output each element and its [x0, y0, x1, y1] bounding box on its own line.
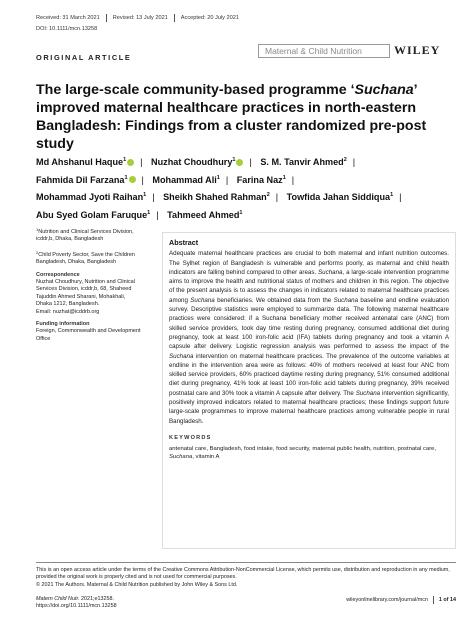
journal-link[interactable]: wileyonlinelibrary.com/journal/mcn — [346, 596, 428, 603]
page-number: 1 of 14 — [438, 596, 456, 603]
article-sidebar — [36, 226, 142, 348]
divider — [174, 14, 175, 22]
author-separator: | — [156, 209, 159, 220]
author[interactable]: S. M. Tanvir Ahmed$^2$ — [260, 157, 347, 167]
author-separator: | — [352, 157, 356, 167]
author[interactable]: Tahmeed Ahmed$^1$ — [167, 209, 243, 220]
author-separator: | — [291, 174, 295, 185]
abstract — [162, 232, 456, 549]
doi-link[interactable]: https://doi.org/10.1111/mcn.13258 — [36, 603, 117, 609]
license-notice — [36, 562, 456, 589]
footer-right — [346, 596, 456, 604]
author[interactable]: Farina Naz$^1$ — [236, 174, 286, 185]
affiliation: $^2$Child Poverty Sector, Save the Children Bangladesh, Dhaka, Bangladesh — [36, 249, 135, 266]
keywords-heading: KEYWORDS — [169, 434, 212, 441]
correspondence-heading: Correspondence — [36, 271, 80, 278]
author-separator: | — [141, 174, 144, 185]
author[interactable]: Md Ahshanul Haque$^1$ — [36, 157, 134, 167]
correspondence-email[interactable]: Email: nuzhat@icddrb.org — [36, 308, 100, 315]
author[interactable]: Sheikh Shahed Rahman$^2$ — [163, 192, 270, 203]
journal-banner — [258, 44, 390, 58]
received-date: Received: 31 March 2021 — [36, 15, 100, 21]
author[interactable]: Fahmida Dil Farzana$^1$ — [36, 175, 136, 185]
funding — [36, 321, 142, 343]
keywords: antenatal care, Bangladesh, food intake, food security, maternal public health, nutrition, postnatal care, Suchana, vitamin A — [169, 446, 437, 461]
funding-text: Foreign, Commonwealth and Development Office — [36, 328, 141, 342]
abstract-text: Adequate maternal healthcare practices are crucial to both maternal and infant nutrition outcomes. The Sylhet region of Bangladesh is vulnerable and performs poorly, as maternal and child health indicators are falling behind compared to other areas. Suchana, a large-scale intervention programme aims to improve the health and nutritional status of mothers and children in this region. The objective of the present analysis is to assess the changes in indicators related to maternal healthcare practices among Suchana beneficiaries. We obtained data from the Suchana baseline and endline evaluation survey. Descriptive statistics were employed to summarize data. The following maternal healthcare practices were considered: if a Suchana beneficiary mother received antenatal care (ANC) from skilled service providers, took day time resting during pregnancy, consumed additional diet during pregnancy, took at least 100 iron-folic acid (IFA) tablets during pregnancy and took a vitamin A capsule after delivery. Logistic regression analysis was performed to assess the impact of the Suchana intervention on maternal healthcare practices. The prevalence of the outcome variables at endline in the intervention area were as follows: 40% of mothers received at least four ANC from skilled service providers, 60% practiced daytime resting during pregnancy, 51% consumed additional diet during pregnancy, 41% took at least 100 iron-folic acid tablets during pregnancy, 39% received postnatal care and 30% took a vitamin A capsule after delivery. The Suchana intervention significantly, positively improved indicators related to maternal healthcare practices; these findings support future large-scale programmes to improve maternal healthcare practices among vulnerable people in rural Bangladesh. — [169, 250, 450, 425]
author[interactable]: Mohammad Ali$^1$ — [152, 174, 220, 185]
article-dates — [36, 14, 239, 22]
orcid-icon[interactable] — [127, 159, 134, 166]
author[interactable]: Nuzhat Choudhury$^1$ — [151, 157, 243, 167]
author-separator: | — [152, 192, 155, 203]
correspondence-text: Nuzhat Choudhury, Nutrition and Clinical Services Division, icddr,b, 68, Shaheed Tajuddin Ahmed Sharani, Mohakhali, Dhaka 1212, Bangladesh. — [36, 279, 135, 308]
journal-name: Maternal & Child Nutrition — [265, 46, 362, 56]
author-separator: | — [225, 174, 229, 185]
affiliation: $^1$Nutrition and Clinical Services Division, icddr,b, Dhaka, Bangladesh — [36, 227, 134, 243]
citation: Matern Child Nutr. 2021;e13258. https://doi.org/10.1111/mcn.13258 — [36, 596, 117, 609]
article-title: The large-scale community-based programme ‘Suchana’ improved maternal healthcare practices in north-eastern Bangladesh: Findings from a cluster randomized pre-post study — [36, 82, 427, 152]
author[interactable]: Mohammad Jyoti Raihan$^1$ — [36, 192, 147, 203]
author-separator: | — [140, 157, 143, 167]
divider — [433, 596, 434, 604]
author[interactable]: Towfida Jahan Siddiqua$^1$ — [286, 192, 394, 203]
author-separator: | — [275, 192, 279, 203]
orcid-icon[interactable] — [236, 159, 243, 166]
revised-date: Revised: 13 July 2021 — [112, 15, 168, 21]
funding-heading: Funding information — [36, 321, 90, 328]
divider — [106, 14, 107, 22]
accepted-date: Accepted: 20 July 2021 — [180, 15, 239, 21]
author-separator: | — [249, 157, 252, 167]
author[interactable]: Abu Syed Golam Faruque$^1$ — [36, 209, 151, 220]
orcid-icon[interactable] — [129, 176, 136, 183]
correspondence — [36, 272, 142, 316]
article-type: ORIGINAL ARTICLE — [36, 53, 132, 62]
author-list — [36, 153, 456, 223]
abstract-heading: Abstract — [169, 238, 199, 247]
author-separator: | — [399, 192, 402, 203]
doi[interactable]: DOI: 10.1111/mcn.13258 — [36, 26, 98, 32]
license-text: This is an open access article under the terms of the Creative Commons Attribution-NonCommercial License, which permits use, distribution and reproduction in any medium, provided the original work is properly cited and is not used for commercial purposes. — [36, 567, 450, 581]
copyright: © 2021 The Authors. Maternal & Child Nutrition published by John Wiley & Sons Ltd. — [36, 581, 238, 588]
publisher-logo: WILEY — [394, 43, 441, 57]
